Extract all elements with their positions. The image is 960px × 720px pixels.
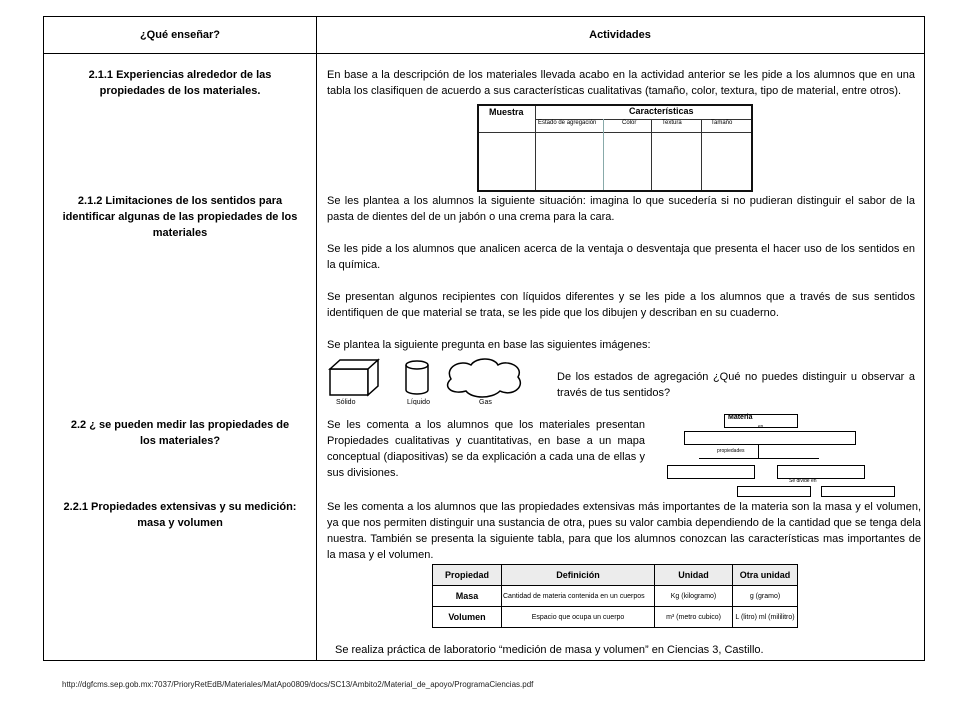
mt-header-definicion: Definición [502, 565, 655, 586]
mt-cell: Espacio que ocupa un cuerpo [502, 607, 655, 628]
mt-cell: m³ (metro cubico) [655, 607, 733, 628]
mt-cell: Masa [433, 586, 502, 607]
concept-bottom-box-2 [821, 486, 895, 497]
concept-bottom-box-1 [737, 486, 811, 497]
sketch-col-estado: Estado de agregación [538, 120, 597, 126]
concept-es-box [684, 431, 856, 445]
section-2-2-1: 2.2.1 Propiedades extensivas y su medición: masa y volumen [63, 501, 297, 529]
solido-label: Sólido [336, 399, 356, 405]
sketch-col-textura: Textura [662, 120, 682, 126]
section-2-1-2: 2.1.2 Limitaciones de los sentidos para identificar algunas de las propiedades de los materiales [62, 195, 298, 239]
paragraph-situacion: Se les plantea a los alumnos la siguiente situación: imagina lo que sucedería si no pudieran distinguir el sabor de la pasta de dientes del de un jabón o una crema para la cara. [327, 195, 915, 223]
mt-header-propiedad: Propiedad [433, 565, 502, 586]
lesson-table [43, 16, 925, 661]
paragraph-practica-laboratorio: Se realiza práctica de laboratorio “medición de masa y volumen” en Ciencias 3, Castillo. [335, 644, 764, 656]
sketch-caracteristicas-label: Características [629, 106, 694, 116]
paragraph-propiedades-extensivas: Se les comenta a los alumnos que las propiedades extensivas más importantes de la materia son la masa y el volumen, ya que nos permiten distinguir una sustancia de otra, pues su valor cambia dependiendo de la cantidad que se tenga dela nuestra. También se presenta la siguiente tabla, para que los alumnos conozcan las características mas importantes de la masa y el volumen. [327, 501, 921, 561]
liquid-cylinder-top-icon [406, 361, 428, 369]
footer-source-url: http://dgfcms.sep.gob.mx:7037/PrioryRetEdB/Materiales/MatApo0809/docs/SC13/Ambito2/Material_de_apoyo/ProgramaCiencias.pdf [62, 680, 534, 689]
concept-es-label: es [758, 424, 764, 430]
gas-cloud-icon [448, 359, 521, 397]
mt-header-otra-unidad: Otra unidad [733, 565, 798, 586]
column-divider [316, 17, 317, 660]
mt-cell: Cantidad de materia contenida en un cuerpos [502, 586, 655, 607]
concept-left-box [667, 465, 755, 479]
mt-row-masa [433, 586, 798, 607]
sketch-col-color: Color [622, 120, 637, 126]
mt-row-volumen [433, 607, 798, 628]
header-actividades: Actividades [589, 29, 651, 41]
concept-materia-label: Materia [728, 414, 753, 421]
paragraph-mapa-conceptual: Se les comenta a los alumnos que los materiales presentan Propiedades cualitativas y cuantitativas, en base a un mapa conceptual (diapositivas) se da explicación a cada una de ellas y sus divisiones. [327, 419, 645, 479]
paragraph-estados-agregacion: De los estados de agregación ¿Qué no puedes distinguir u observar a través de tus sentidos? [557, 371, 915, 399]
concept-propiedades-label: propiedades [717, 448, 745, 454]
concept-map-sketch [659, 414, 919, 496]
mt-cell: Volumen [433, 607, 502, 628]
paragraph-pregunta: Se plantea la siguiente pregunta en base las siguientes imágenes: [327, 339, 651, 351]
concept-divide-label: Se divide en [789, 478, 817, 484]
mt-cell: g (gramo) [733, 586, 798, 607]
mt-cell: L (litro) ml (mililitro) [733, 607, 798, 628]
states-of-matter-illustration [326, 357, 536, 405]
section-2-2: 2.2 ¿ se pueden medir las propiedades de los materiales? [70, 419, 290, 447]
mass-volume-table [432, 564, 798, 628]
liquido-label: Líquido [407, 399, 430, 405]
sketch-muestra-label: Muestra [489, 107, 524, 117]
section-2-1-1: 2.1.1 Experiencias alrededor de las propiedades de los materiales. [88, 69, 272, 97]
solid-cube-front-icon [330, 369, 368, 395]
sketch-col-tamano: Tamaño [711, 120, 733, 126]
paragraph-recipientes: Se presentan algunos recipientes con líquidos diferentes y se les pide a los alumnos que a través de sus sentidos identifiquen de que material se trata, se les pide que los dibujen y describan en su cuaderno. [327, 291, 915, 319]
paragraph-sentidos: Se les pide a los alumnos que analicen acerca de la ventaja o desventaja que presenta el hacer uso de los sentidos en la química. [327, 243, 915, 271]
gas-label: Gas [479, 399, 492, 405]
mt-header-unidad: Unidad [655, 565, 733, 586]
mt-cell: Kg (kilogramo) [655, 586, 733, 607]
characteristics-sketch-table [477, 104, 753, 192]
header-que-ensenar: ¿Qué enseñar? [139, 29, 221, 41]
concept-right-box [777, 465, 865, 479]
paragraph-clasificar: En base a la descripción de los materiales llevada acabo en la actividad anterior se les pide a los alumnos que en una tabla los clasifiquen de acuerdo a sus características cualitativas (tamaño, color, textura, tipo de material, entre otros). [327, 69, 915, 97]
